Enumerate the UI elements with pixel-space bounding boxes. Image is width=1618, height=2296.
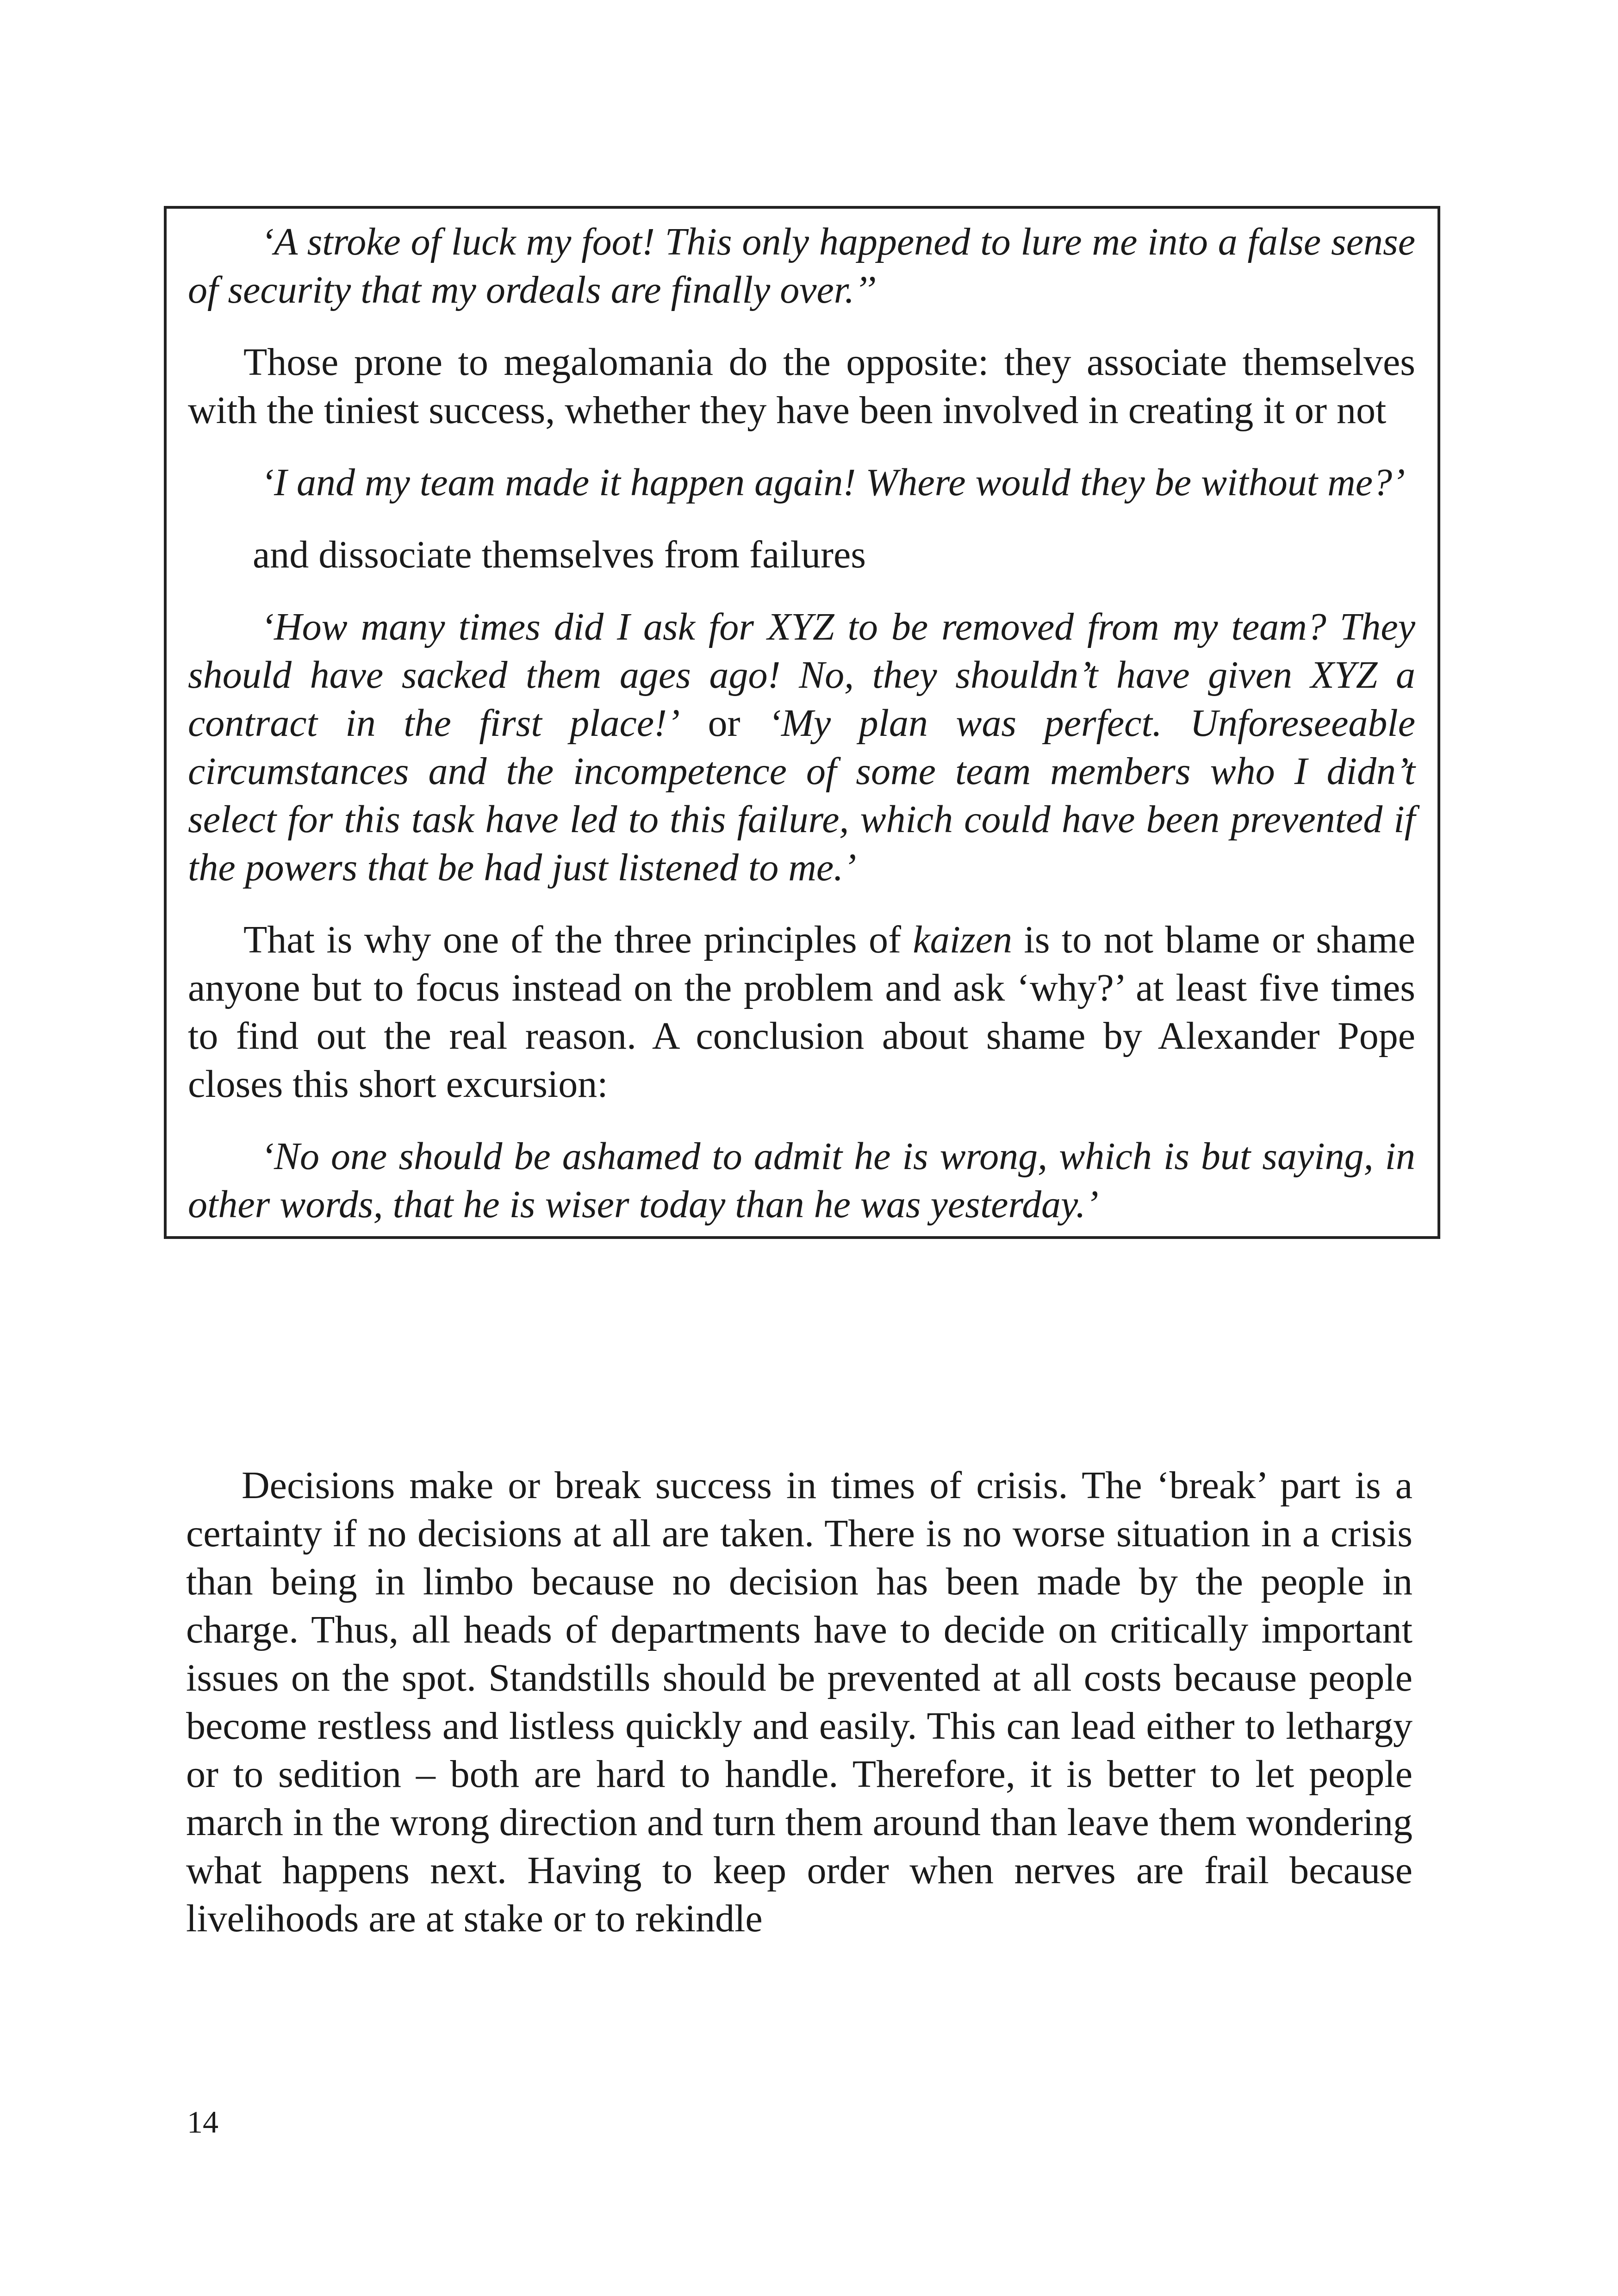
page-number: 14 bbox=[187, 2104, 218, 2140]
paragraph-megalomania: Those prone to megalomania do the opposite: they associate themselves with the tiniest success, whether they have been involved in creating it or not bbox=[188, 341, 1415, 432]
quote-my-team: ‘I and my team made it happen again! Where would they be without me?’ bbox=[261, 461, 1406, 504]
quote-xyz-part2: ‘My plan was perfect. Unforeseeable circumstances and the incompetence of some team members who I didn’t select for this task have led to this failure, which could have been prevented if the powers that be had just listened to me.’ bbox=[188, 702, 1415, 889]
kaizen-term: kaizen bbox=[913, 918, 1012, 961]
kaizen-text-end: is to not blame or shame anyone but to focus instead on the problem and ask ‘why?’ at least five times to find out the real reason. A conclusion about shame by Alexander Pope closes this short excursion: bbox=[188, 918, 1415, 1106]
quote-connector-or: or bbox=[680, 702, 768, 745]
boxed-excursion bbox=[164, 206, 1440, 1239]
quote-xyz-part1: ‘How many times did I ask for XYZ to be removed from my team? They should have sacked them ages ago! No, they shouldn’t have given XYZ a contract in the first place!’ bbox=[188, 605, 1415, 745]
paragraph-dissociate: and dissociate themselves from failures bbox=[253, 533, 866, 576]
kaizen-text-start: That is why one of the three principles of bbox=[243, 918, 913, 961]
paragraph-decisions: Decisions make or break success in times of crisis. The ‘break’ part is a certainty if no decisions at all are taken. There is no worse situation in a crisis than being in limbo because no decision has been made by the people in charge. Thus, all heads of departments have to decide on critically important issues on the spot. Standstills should be prevented at all costs because people become restless and listless quickly and easily. This can lead either to lethargy or to sedition – both are hard to handle. Therefore, it is better to let people march in the wrong direction and turn them around than leave them wondering what happens next. Having to keep order when nerves are frail because livelihoods are at stake or to rekindle bbox=[186, 1464, 1413, 1940]
paragraph-kaizen bbox=[188, 916, 1415, 1108]
quote-alexander-pope: ‘No one should be ashamed to admit he is wrong, which is but saying, in other words, that he is wiser today than he was yesterday.’ bbox=[188, 1135, 1415, 1226]
quote-xyz bbox=[188, 603, 1415, 892]
body-text bbox=[186, 1462, 1413, 1943]
quote-stroke-of-luck: ‘A stroke of luck my foot! This only happened to lure me into a false sense of security that my ordeals are finally over.’’ bbox=[188, 220, 1415, 311]
